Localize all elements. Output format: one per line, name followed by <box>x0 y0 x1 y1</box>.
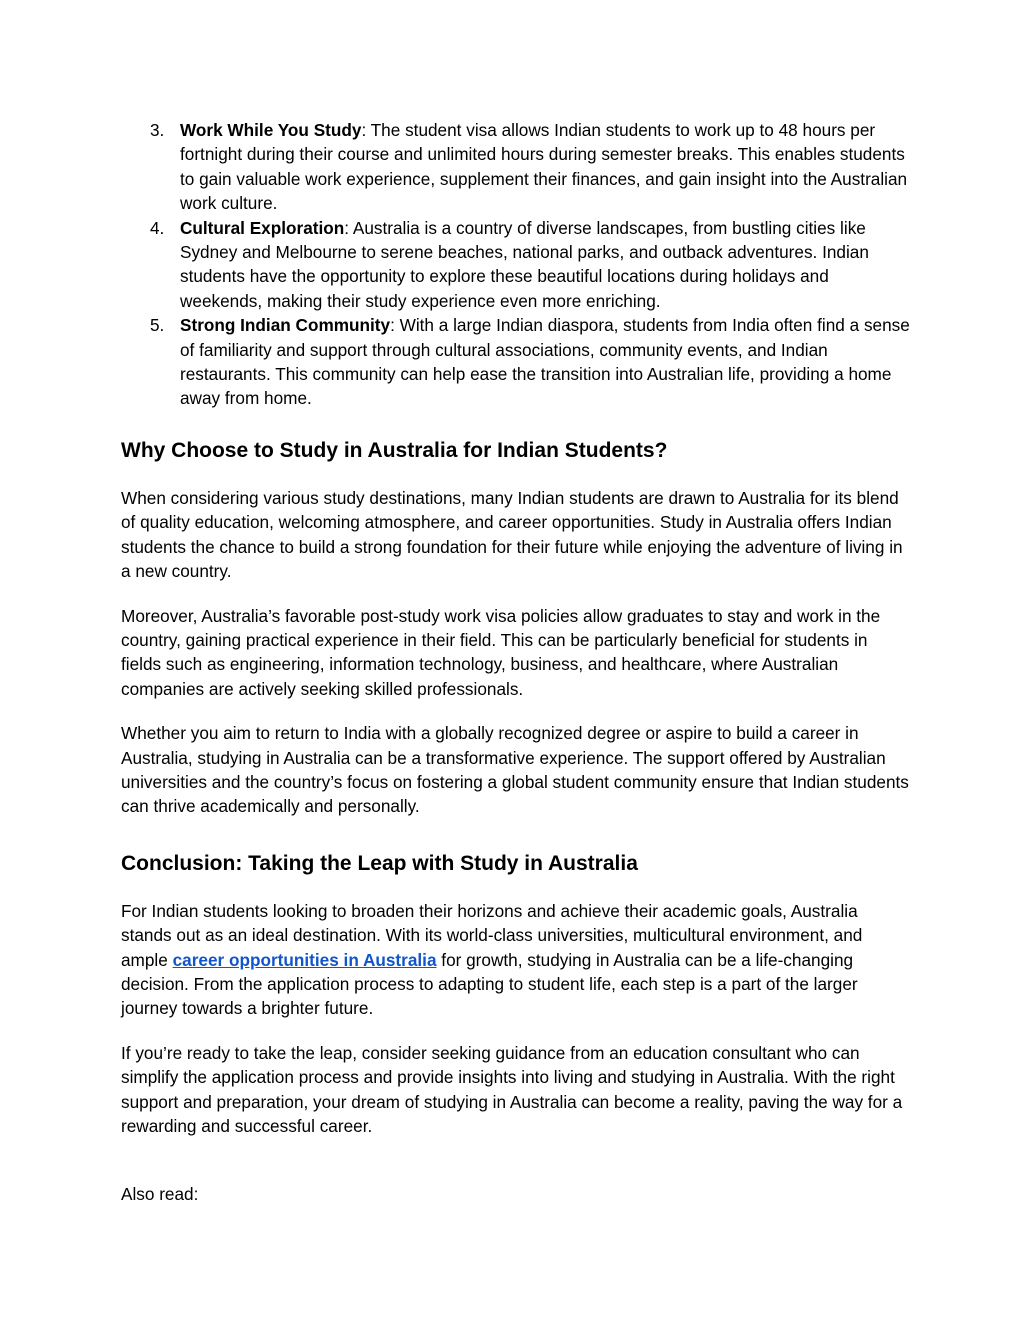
conclusion-text-after-link: for growth, studying in Australia can be a life-changing decision. From the application process to adapting to student life, each step is a part of the larger journey towards a brighter future. <box>121 949 858 1019</box>
also-read-label: Also read: <box>121 1184 199 1205</box>
conclusion-heading: Conclusion: Taking the Leap with Study in Australia <box>121 851 638 875</box>
list-item-title: Cultural Exploration <box>180 217 345 238</box>
list-item-title: Work While You Study <box>180 120 362 140</box>
conclusion-text-before-link: For Indian students looking to broaden their horizons and achieve their academic goals, Australia stands out as an ideal destination. With its world-class universities, multicultural environment, and ample <box>121 900 863 970</box>
list-item <box>121 216 911 314</box>
list-item-text: : With a large Indian diaspora, students from India often find a sense of familiarity and support through cultural associations, community events, and Indian restaurants. This community can help ease the transition into Australian life, providing a home away from home. <box>180 315 910 409</box>
list-item-number: 4. <box>150 217 165 238</box>
list-item-text: : The student visa allows Indian students to work up to 48 hours per fortnight during their course and unlimited hours during semester breaks. This enables students to gain valuable work experience, supplement their finances, and gain insight into the Australian work culture. <box>180 120 908 214</box>
why-paragraph-1: When considering various study destinations, many Indian students are drawn to Australia for its blend of quality education, welcoming atmosphere, and career opportunities. Study in Australia offers Indian students the chance to build a strong foundation for their future while enjoying the adventure of living in a new country. <box>121 487 903 582</box>
benefits-list <box>121 118 911 411</box>
why-section-heading: Why Choose to Study in Australia for Indian Students? <box>121 438 668 462</box>
list-item-number: 3. <box>150 120 165 140</box>
document-content <box>121 118 911 1227</box>
list-item-number: 5. <box>150 315 165 336</box>
why-paragraph-3: Whether you aim to return to India with a globally recognized degree or aspire to build a career in Australia, studying in Australia can be a transformative experience. The support offered by Australian universities and the country’s focus on fostering a global student community ensure that Indian students can thrive academically and personally. <box>121 723 909 817</box>
list-item-title: Strong Indian Community <box>180 315 391 336</box>
career-opportunities-link[interactable]: career opportunities in Australia <box>172 949 437 970</box>
list-item <box>121 118 911 216</box>
why-paragraph-2: Moreover, Australia’s favorable post-study work visa policies allow graduates to stay and work in the country, gaining practical experience in their field. This can be particularly beneficial for students in fields such as engineering, information technology, business, and healthcare, where Australian companies are actively seeking skilled professionals. <box>121 605 881 699</box>
conclusion-paragraph-1 <box>121 899 911 1021</box>
list-item-text: : Australia is a country of diverse landscapes, from bustling cities like Sydney and Melbourne to serene beaches, national parks, and outback adventures. Indian students have the opportunity to explore these beautiful locations during holidays and weekends, making their study experience even more enriching. <box>180 217 869 311</box>
conclusion-paragraph-2: If you’re ready to take the leap, consider seeking guidance from an education consultant who can simplify the application process and provide insights into living and studying in Australia. With the right support and preparation, your dream of studying in Australia can become a reality, paving the way for a rewarding and successful career. <box>121 1042 903 1136</box>
list-item <box>121 313 911 411</box>
